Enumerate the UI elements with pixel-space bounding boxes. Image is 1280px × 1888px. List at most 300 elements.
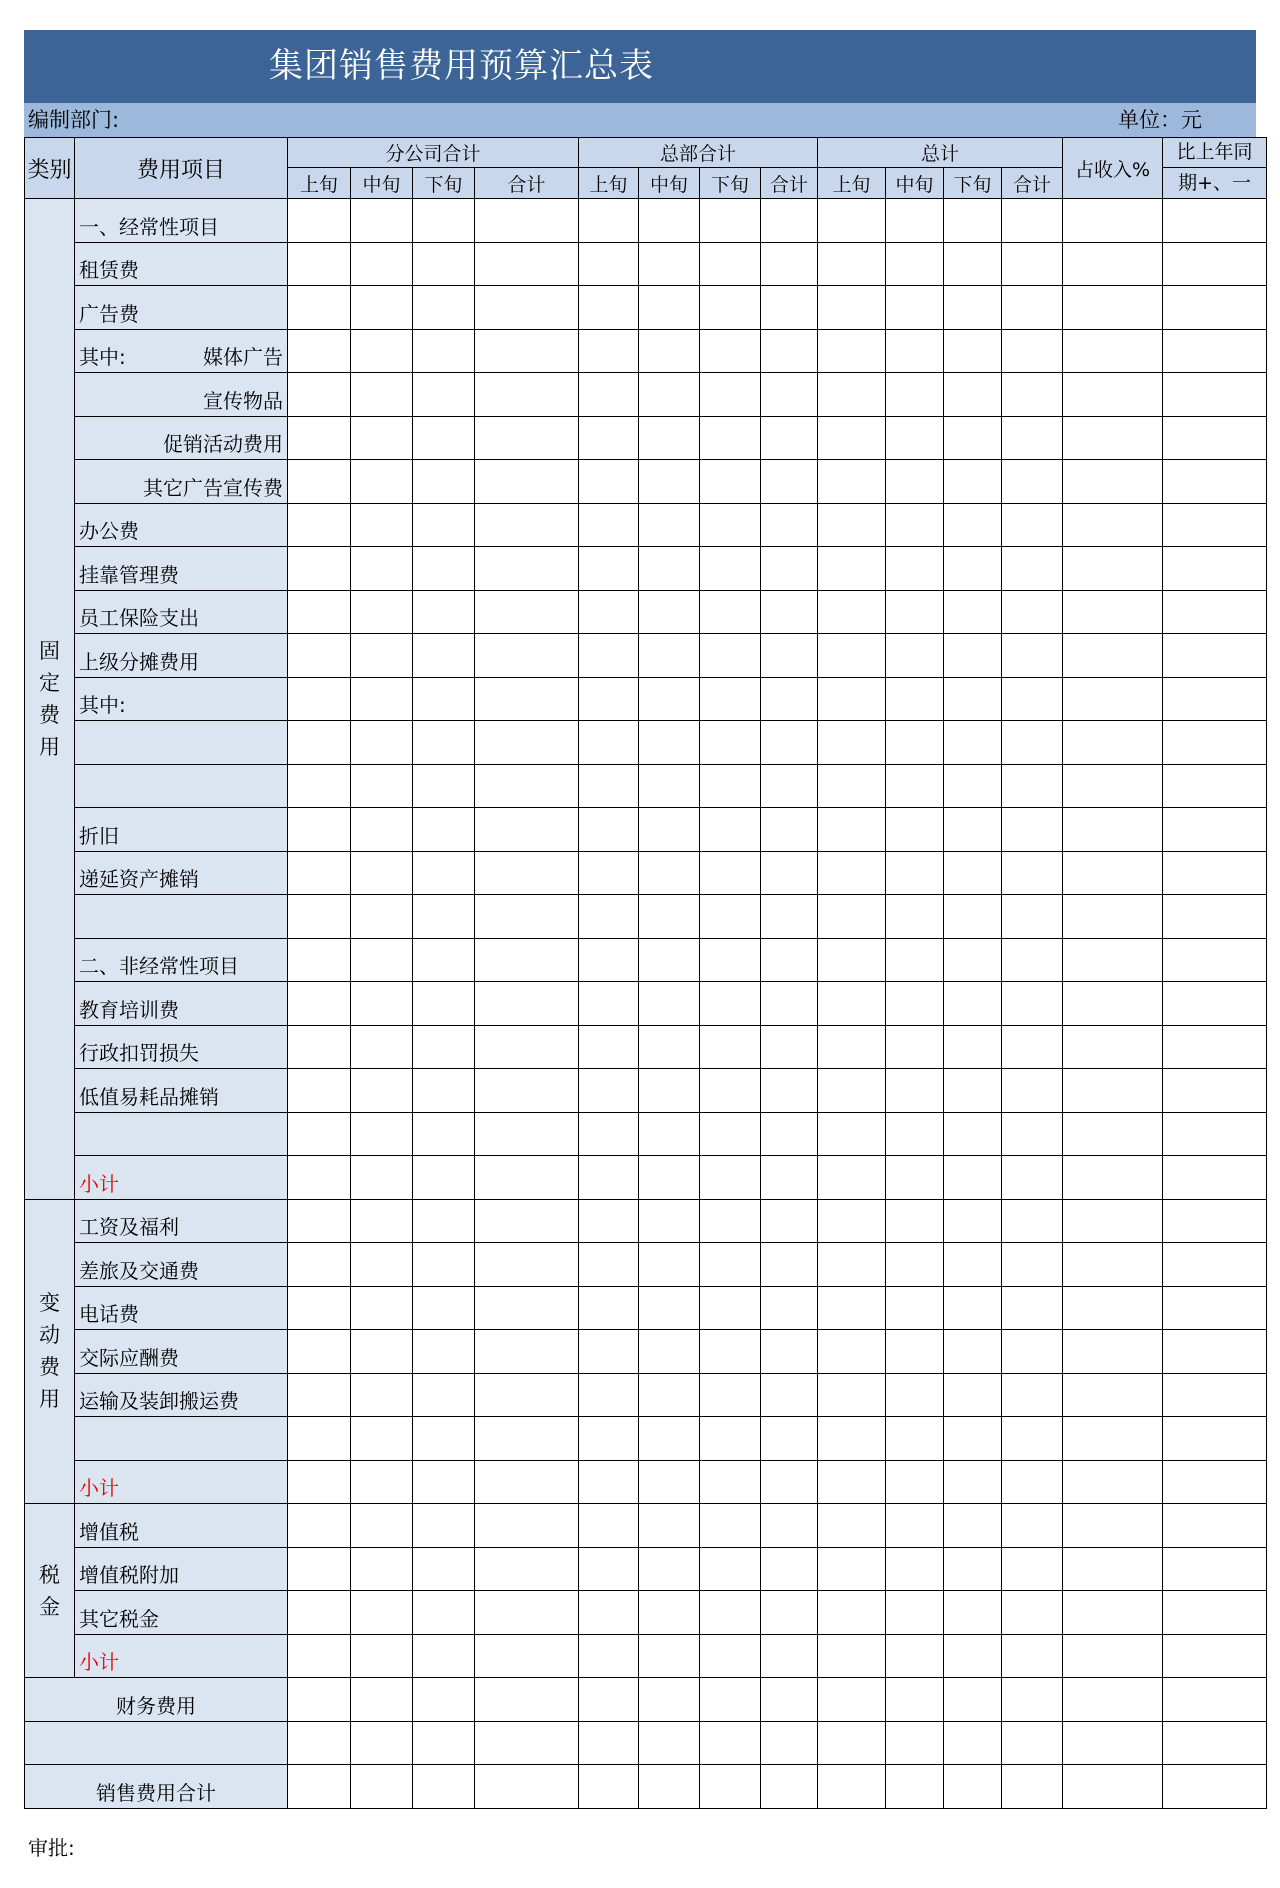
data-cell[interactable] [1002, 1243, 1063, 1287]
data-cell[interactable] [818, 1678, 886, 1722]
data-cell[interactable] [579, 938, 639, 982]
data-cell[interactable] [944, 721, 1002, 765]
data-cell[interactable] [413, 373, 475, 417]
data-cell[interactable] [1163, 851, 1267, 895]
data-cell[interactable] [1163, 895, 1267, 939]
data-cell[interactable] [639, 1286, 700, 1330]
data-cell[interactable] [944, 1547, 1002, 1591]
data-cell[interactable] [475, 982, 579, 1026]
data-cell[interactable] [886, 1112, 944, 1156]
data-cell[interactable] [886, 851, 944, 895]
data-cell[interactable] [475, 1286, 579, 1330]
data-cell[interactable] [579, 1591, 639, 1635]
data-cell[interactable] [1163, 1243, 1267, 1287]
data-cell[interactable] [639, 329, 700, 373]
data-cell[interactable] [288, 764, 351, 808]
data-cell[interactable] [700, 851, 761, 895]
data-cell[interactable] [1002, 1417, 1063, 1461]
data-cell[interactable] [944, 1634, 1002, 1678]
data-cell[interactable] [288, 329, 351, 373]
data-cell[interactable] [639, 1243, 700, 1287]
data-cell[interactable] [639, 503, 700, 547]
data-cell[interactable] [886, 677, 944, 721]
data-cell[interactable] [351, 808, 413, 852]
data-cell[interactable] [351, 938, 413, 982]
data-cell[interactable] [700, 1504, 761, 1548]
data-cell[interactable] [288, 1504, 351, 1548]
data-cell[interactable] [475, 938, 579, 982]
data-cell[interactable] [818, 1504, 886, 1548]
data-cell[interactable] [1002, 1286, 1063, 1330]
data-cell[interactable] [1002, 416, 1063, 460]
data-cell[interactable] [475, 1460, 579, 1504]
data-cell[interactable] [351, 1547, 413, 1591]
data-cell[interactable] [413, 982, 475, 1026]
data-cell[interactable] [579, 808, 639, 852]
data-cell[interactable] [579, 1765, 639, 1809]
data-cell[interactable] [1063, 721, 1163, 765]
data-cell[interactable] [818, 1286, 886, 1330]
data-cell[interactable] [475, 851, 579, 895]
data-cell[interactable] [700, 1765, 761, 1809]
data-cell[interactable] [1063, 199, 1163, 243]
data-cell[interactable] [1002, 677, 1063, 721]
data-cell[interactable] [639, 1417, 700, 1461]
data-cell[interactable] [475, 634, 579, 678]
data-cell[interactable] [1163, 503, 1267, 547]
data-cell[interactable] [761, 677, 818, 721]
data-cell[interactable] [1002, 503, 1063, 547]
data-cell[interactable] [288, 634, 351, 678]
data-cell[interactable] [1163, 938, 1267, 982]
data-cell[interactable] [944, 286, 1002, 330]
data-cell[interactable] [761, 1243, 818, 1287]
data-cell[interactable] [288, 851, 351, 895]
data-cell[interactable] [944, 1765, 1002, 1809]
data-cell[interactable] [288, 677, 351, 721]
data-cell[interactable] [1002, 1373, 1063, 1417]
data-cell[interactable] [1063, 634, 1163, 678]
data-cell[interactable] [413, 460, 475, 504]
data-cell[interactable] [886, 460, 944, 504]
data-cell[interactable] [351, 1765, 413, 1809]
data-cell[interactable] [351, 329, 413, 373]
data-cell[interactable] [1063, 286, 1163, 330]
data-cell[interactable] [351, 721, 413, 765]
data-cell[interactable] [639, 1069, 700, 1113]
data-cell[interactable] [288, 1069, 351, 1113]
data-cell[interactable] [413, 1112, 475, 1156]
data-cell[interactable] [1063, 851, 1163, 895]
data-cell[interactable] [700, 1373, 761, 1417]
data-cell[interactable] [761, 547, 818, 591]
data-cell[interactable] [944, 1069, 1002, 1113]
data-cell[interactable] [944, 1721, 1002, 1765]
data-cell[interactable] [761, 1112, 818, 1156]
data-cell[interactable] [818, 1156, 886, 1200]
data-cell[interactable] [413, 199, 475, 243]
data-cell[interactable] [818, 286, 886, 330]
data-cell[interactable] [761, 1547, 818, 1591]
data-cell[interactable] [700, 634, 761, 678]
data-cell[interactable] [944, 1156, 1002, 1200]
data-cell[interactable] [639, 1504, 700, 1548]
data-cell[interactable] [1063, 1112, 1163, 1156]
data-cell[interactable] [1163, 1199, 1267, 1243]
data-cell[interactable] [288, 1199, 351, 1243]
data-cell[interactable] [351, 1199, 413, 1243]
data-cell[interactable] [1163, 1504, 1267, 1548]
data-cell[interactable] [700, 503, 761, 547]
data-cell[interactable] [1002, 373, 1063, 417]
data-cell[interactable] [944, 1678, 1002, 1722]
data-cell[interactable] [1063, 503, 1163, 547]
data-cell[interactable] [818, 1460, 886, 1504]
data-cell[interactable] [700, 1069, 761, 1113]
data-cell[interactable] [886, 1634, 944, 1678]
data-cell[interactable] [288, 460, 351, 504]
data-cell[interactable] [288, 1373, 351, 1417]
data-cell[interactable] [818, 416, 886, 460]
data-cell[interactable] [1163, 199, 1267, 243]
data-cell[interactable] [1163, 1634, 1267, 1678]
data-cell[interactable] [413, 1678, 475, 1722]
data-cell[interactable] [944, 1417, 1002, 1461]
data-cell[interactable] [700, 547, 761, 591]
data-cell[interactable] [288, 1417, 351, 1461]
data-cell[interactable] [351, 590, 413, 634]
data-cell[interactable] [886, 808, 944, 852]
data-cell[interactable] [413, 851, 475, 895]
data-cell[interactable] [475, 1199, 579, 1243]
data-cell[interactable] [761, 1069, 818, 1113]
data-cell[interactable] [351, 1243, 413, 1287]
data-cell[interactable] [639, 1547, 700, 1591]
data-cell[interactable] [1063, 547, 1163, 591]
data-cell[interactable] [413, 1591, 475, 1635]
data-cell[interactable] [700, 721, 761, 765]
data-cell[interactable] [579, 1025, 639, 1069]
data-cell[interactable] [639, 199, 700, 243]
data-cell[interactable] [1063, 1199, 1163, 1243]
data-cell[interactable] [475, 1069, 579, 1113]
data-cell[interactable] [579, 547, 639, 591]
data-cell[interactable] [351, 1678, 413, 1722]
data-cell[interactable] [700, 1417, 761, 1461]
data-cell[interactable] [351, 1417, 413, 1461]
data-cell[interactable] [944, 764, 1002, 808]
data-cell[interactable] [944, 808, 1002, 852]
data-cell[interactable] [886, 590, 944, 634]
data-cell[interactable] [351, 416, 413, 460]
data-cell[interactable] [944, 1373, 1002, 1417]
data-cell[interactable] [944, 1591, 1002, 1635]
data-cell[interactable] [1002, 329, 1063, 373]
data-cell[interactable] [1163, 242, 1267, 286]
data-cell[interactable] [1002, 1112, 1063, 1156]
data-cell[interactable] [1002, 1504, 1063, 1548]
data-cell[interactable] [1002, 808, 1063, 852]
data-cell[interactable] [639, 1330, 700, 1374]
data-cell[interactable] [579, 1678, 639, 1722]
data-cell[interactable] [1163, 416, 1267, 460]
data-cell[interactable] [288, 590, 351, 634]
data-cell[interactable] [475, 416, 579, 460]
data-cell[interactable] [351, 286, 413, 330]
data-cell[interactable] [1002, 1069, 1063, 1113]
data-cell[interactable] [700, 242, 761, 286]
data-cell[interactable] [579, 1721, 639, 1765]
data-cell[interactable] [288, 1286, 351, 1330]
data-cell[interactable] [1063, 1025, 1163, 1069]
data-cell[interactable] [579, 764, 639, 808]
data-cell[interactable] [288, 1678, 351, 1722]
data-cell[interactable] [761, 590, 818, 634]
data-cell[interactable] [475, 329, 579, 373]
data-cell[interactable] [1063, 895, 1163, 939]
data-cell[interactable] [886, 329, 944, 373]
data-cell[interactable] [761, 1156, 818, 1200]
data-cell[interactable] [579, 199, 639, 243]
data-cell[interactable] [351, 1721, 413, 1765]
data-cell[interactable] [639, 895, 700, 939]
data-cell[interactable] [761, 1678, 818, 1722]
data-cell[interactable] [1063, 242, 1163, 286]
data-cell[interactable] [700, 416, 761, 460]
data-cell[interactable] [475, 1591, 579, 1635]
data-cell[interactable] [944, 199, 1002, 243]
data-cell[interactable] [1163, 590, 1267, 634]
data-cell[interactable] [761, 1199, 818, 1243]
data-cell[interactable] [475, 1330, 579, 1374]
data-cell[interactable] [761, 938, 818, 982]
data-cell[interactable] [818, 199, 886, 243]
data-cell[interactable] [818, 242, 886, 286]
data-cell[interactable] [1063, 677, 1163, 721]
data-cell[interactable] [351, 242, 413, 286]
data-cell[interactable] [761, 634, 818, 678]
data-cell[interactable] [475, 460, 579, 504]
data-cell[interactable] [413, 1373, 475, 1417]
data-cell[interactable] [351, 764, 413, 808]
data-cell[interactable] [700, 808, 761, 852]
data-cell[interactable] [413, 286, 475, 330]
data-cell[interactable] [475, 1373, 579, 1417]
data-cell[interactable] [413, 1504, 475, 1548]
data-cell[interactable] [413, 1547, 475, 1591]
data-cell[interactable] [1163, 1025, 1267, 1069]
data-cell[interactable] [475, 808, 579, 852]
data-cell[interactable] [639, 460, 700, 504]
data-cell[interactable] [944, 373, 1002, 417]
data-cell[interactable] [700, 938, 761, 982]
data-cell[interactable] [351, 373, 413, 417]
data-cell[interactable] [700, 1634, 761, 1678]
data-cell[interactable] [413, 1330, 475, 1374]
data-cell[interactable] [886, 416, 944, 460]
data-cell[interactable] [1063, 373, 1163, 417]
data-cell[interactable] [886, 1199, 944, 1243]
data-cell[interactable] [700, 1112, 761, 1156]
data-cell[interactable] [475, 1504, 579, 1548]
data-cell[interactable] [886, 373, 944, 417]
data-cell[interactable] [1063, 1634, 1163, 1678]
data-cell[interactable] [1002, 1721, 1063, 1765]
data-cell[interactable] [1002, 286, 1063, 330]
data-cell[interactable] [944, 982, 1002, 1026]
data-cell[interactable] [1163, 1721, 1267, 1765]
data-cell[interactable] [351, 677, 413, 721]
data-cell[interactable] [1163, 764, 1267, 808]
data-cell[interactable] [579, 1417, 639, 1461]
data-cell[interactable] [761, 503, 818, 547]
data-cell[interactable] [761, 1634, 818, 1678]
data-cell[interactable] [288, 1156, 351, 1200]
data-cell[interactable] [818, 1025, 886, 1069]
data-cell[interactable] [639, 808, 700, 852]
data-cell[interactable] [413, 895, 475, 939]
data-cell[interactable] [1063, 764, 1163, 808]
data-cell[interactable] [351, 895, 413, 939]
data-cell[interactable] [761, 329, 818, 373]
data-cell[interactable] [1002, 851, 1063, 895]
data-cell[interactable] [818, 1765, 886, 1809]
data-cell[interactable] [413, 590, 475, 634]
data-cell[interactable] [351, 1591, 413, 1635]
data-cell[interactable] [1063, 1591, 1163, 1635]
data-cell[interactable] [1163, 286, 1267, 330]
data-cell[interactable] [639, 416, 700, 460]
data-cell[interactable] [700, 1330, 761, 1374]
data-cell[interactable] [579, 1286, 639, 1330]
data-cell[interactable] [700, 1199, 761, 1243]
data-cell[interactable] [944, 1025, 1002, 1069]
data-cell[interactable] [288, 242, 351, 286]
data-cell[interactable] [818, 329, 886, 373]
data-cell[interactable] [761, 286, 818, 330]
data-cell[interactable] [818, 895, 886, 939]
data-cell[interactable] [639, 634, 700, 678]
data-cell[interactable] [1063, 982, 1163, 1026]
data-cell[interactable] [944, 634, 1002, 678]
data-cell[interactable] [475, 1634, 579, 1678]
data-cell[interactable] [351, 851, 413, 895]
data-cell[interactable] [288, 1634, 351, 1678]
data-cell[interactable] [288, 503, 351, 547]
data-cell[interactable] [288, 416, 351, 460]
data-cell[interactable] [1063, 1678, 1163, 1722]
data-cell[interactable] [351, 634, 413, 678]
data-cell[interactable] [639, 1025, 700, 1069]
data-cell[interactable] [1163, 547, 1267, 591]
data-cell[interactable] [351, 1634, 413, 1678]
data-cell[interactable] [351, 1069, 413, 1113]
data-cell[interactable] [1063, 938, 1163, 982]
data-cell[interactable] [288, 1721, 351, 1765]
data-cell[interactable] [1163, 808, 1267, 852]
data-cell[interactable] [761, 242, 818, 286]
data-cell[interactable] [700, 460, 761, 504]
data-cell[interactable] [288, 199, 351, 243]
data-cell[interactable] [579, 1373, 639, 1417]
data-cell[interactable] [944, 1112, 1002, 1156]
data-cell[interactable] [700, 329, 761, 373]
data-cell[interactable] [413, 329, 475, 373]
data-cell[interactable] [579, 677, 639, 721]
data-cell[interactable] [944, 1330, 1002, 1374]
data-cell[interactable] [944, 895, 1002, 939]
data-cell[interactable] [818, 590, 886, 634]
data-cell[interactable] [818, 460, 886, 504]
data-cell[interactable] [944, 938, 1002, 982]
data-cell[interactable] [579, 634, 639, 678]
data-cell[interactable] [288, 938, 351, 982]
data-cell[interactable] [1163, 1330, 1267, 1374]
data-cell[interactable] [579, 1330, 639, 1374]
data-cell[interactable] [886, 199, 944, 243]
data-cell[interactable] [639, 1765, 700, 1809]
data-cell[interactable] [288, 721, 351, 765]
data-cell[interactable] [1002, 1591, 1063, 1635]
data-cell[interactable] [639, 547, 700, 591]
data-cell[interactable] [700, 286, 761, 330]
data-cell[interactable] [818, 938, 886, 982]
data-cell[interactable] [639, 286, 700, 330]
data-cell[interactable] [579, 851, 639, 895]
data-cell[interactable] [1002, 1547, 1063, 1591]
data-cell[interactable] [579, 1069, 639, 1113]
data-cell[interactable] [351, 1112, 413, 1156]
data-cell[interactable] [1163, 1069, 1267, 1113]
data-cell[interactable] [1163, 460, 1267, 504]
data-cell[interactable] [413, 416, 475, 460]
data-cell[interactable] [1002, 1156, 1063, 1200]
data-cell[interactable] [1163, 677, 1267, 721]
data-cell[interactable] [1002, 1199, 1063, 1243]
data-cell[interactable] [639, 1634, 700, 1678]
data-cell[interactable] [1002, 634, 1063, 678]
data-cell[interactable] [761, 460, 818, 504]
data-cell[interactable] [761, 373, 818, 417]
data-cell[interactable] [351, 1156, 413, 1200]
data-cell[interactable] [886, 1417, 944, 1461]
data-cell[interactable] [1002, 938, 1063, 982]
data-cell[interactable] [944, 1199, 1002, 1243]
data-cell[interactable] [639, 1373, 700, 1417]
data-cell[interactable] [475, 895, 579, 939]
data-cell[interactable] [818, 982, 886, 1026]
data-cell[interactable] [1063, 1330, 1163, 1374]
data-cell[interactable] [1063, 416, 1163, 460]
data-cell[interactable] [944, 242, 1002, 286]
data-cell[interactable] [413, 764, 475, 808]
data-cell[interactable] [1063, 1547, 1163, 1591]
data-cell[interactable] [639, 1156, 700, 1200]
data-cell[interactable] [886, 1069, 944, 1113]
data-cell[interactable] [886, 982, 944, 1026]
data-cell[interactable] [288, 1765, 351, 1809]
data-cell[interactable] [700, 1286, 761, 1330]
data-cell[interactable] [818, 1373, 886, 1417]
data-cell[interactable] [700, 1678, 761, 1722]
data-cell[interactable] [475, 721, 579, 765]
data-cell[interactable] [413, 547, 475, 591]
data-cell[interactable] [475, 1025, 579, 1069]
data-cell[interactable] [639, 764, 700, 808]
data-cell[interactable] [579, 895, 639, 939]
data-cell[interactable] [413, 938, 475, 982]
data-cell[interactable] [1163, 1156, 1267, 1200]
